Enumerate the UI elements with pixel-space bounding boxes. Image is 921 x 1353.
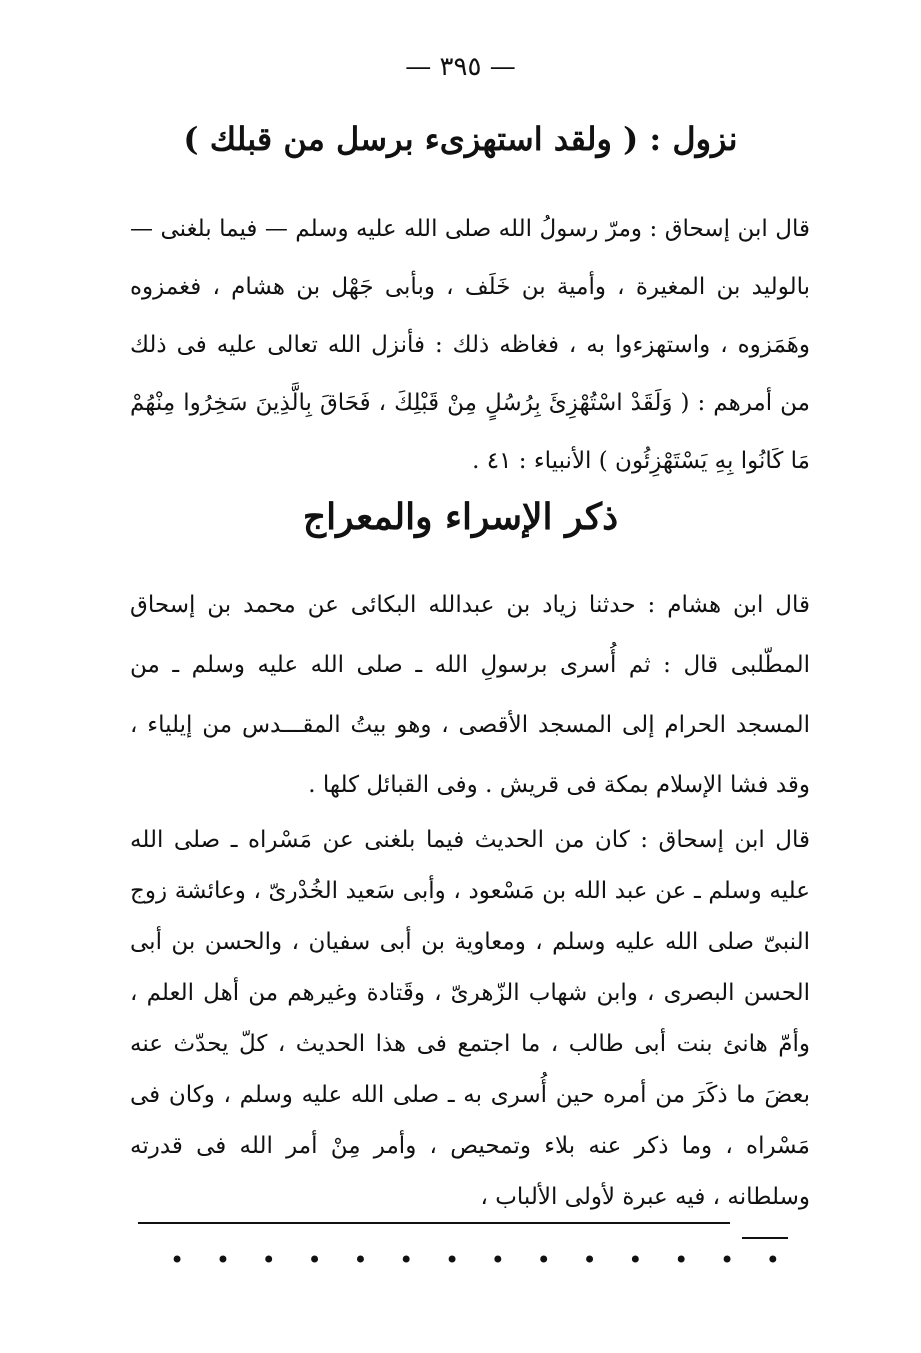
paragraph-mockery bbox=[130, 200, 810, 490]
dot: • bbox=[444, 1246, 460, 1274]
dot: • bbox=[765, 1246, 780, 1274]
page-number: — ٣٩٥ — bbox=[405, 52, 516, 82]
paragraph-isra-intro bbox=[130, 575, 810, 815]
paragraph-isra-narrators bbox=[130, 815, 810, 1223]
paragraph-text: قال ابن إسحاق : ومرّ رسولُ الله صلى الله عليه وسلم — فيما بلغنى — بالوليد بن المغيرة ، وأمية بن خَلَف ، وبأبى جَهْل بن هشام ، فغمزوه وهَمَزوه ، واستهزءوا به ، فغاظه ذلك : فأنزل الله تعالى عليه فى ذلك من أمرهم : ( وَلَقَدْ اسْتُهْزِئَ بِرُسُلٍ مِنْ قَبْلِكَ ، فَحَاقَ بِالَّذِينَ سَخِرُوا مِنْهُمْ مَا كَانُوا بِهِ يَسْتَهْزِئُون ) الأنبياء : ٤١ . bbox=[130, 216, 810, 474]
dot: • bbox=[719, 1246, 735, 1274]
dot: • bbox=[215, 1246, 230, 1274]
dot: • bbox=[582, 1246, 597, 1274]
section-heading-revelation: نزول : ( ولقد استهزىء برسل من قبلك ) bbox=[183, 120, 738, 158]
paragraph-text: قال ابن إسحاق : كان من الحديث فيما بلغنى عن مَسْراه ـ صلى الله عليه وسلم ـ عن عبد الله بن مَسْعود ، وأبى سَعيد الخُدْرىّ ، وعائشة زوج النبىّ صلى الله عليه وسلم ، ومعاوية بن أبى سفيان ، والحسن بن أبى الحسن البصرى ، وابن شهاب الزّهرىّ ، وقَتادة وغيرهم من أهل العلم ، وأمّ هانئ بنت أبى طالب ، ما اجتمع فى هذا الحديث ، كلّ يحدّث عنه بعضَ ما ذكَرَ من أمره حين أُسرى به ـ صلى الله عليه وسلم ، وكان فى مَسْراه ، وما ذكر عنه بلاء وتمحيص ، وأمر مِنْ أمر الله فى قدرته وسلطانه ، فيه عبرة لأولى الألباب ، bbox=[130, 827, 810, 1210]
footer-dots bbox=[170, 1246, 780, 1274]
dot: • bbox=[490, 1246, 505, 1274]
dot: • bbox=[353, 1246, 368, 1274]
footnote-rule-short bbox=[742, 1237, 788, 1239]
dot: • bbox=[307, 1246, 322, 1274]
dot: • bbox=[628, 1246, 643, 1274]
dot: • bbox=[536, 1246, 551, 1274]
dot: • bbox=[674, 1246, 689, 1274]
dot: • bbox=[261, 1246, 276, 1274]
footnote-rule bbox=[138, 1222, 730, 1224]
dot: • bbox=[399, 1246, 414, 1274]
dot: • bbox=[170, 1246, 185, 1274]
paragraph-text: قال ابن هشام : حدثنا زياد بن عبدالله البكائى عن محمد بن إسحاق المطّلبى قال : ثم أُسرى برسولِ الله ـ صلى الله عليه وسلم ـ من المسجد الحرام إلى المسجد الأقصى ، وهو بيتُ المقـــدس من إيلياء ، وقد فشا الإسلام بمكة فى قريش . وفى القبائل كلها . bbox=[130, 592, 810, 798]
section-heading-isra: ذكر الإسراء والمعراج bbox=[302, 496, 619, 538]
